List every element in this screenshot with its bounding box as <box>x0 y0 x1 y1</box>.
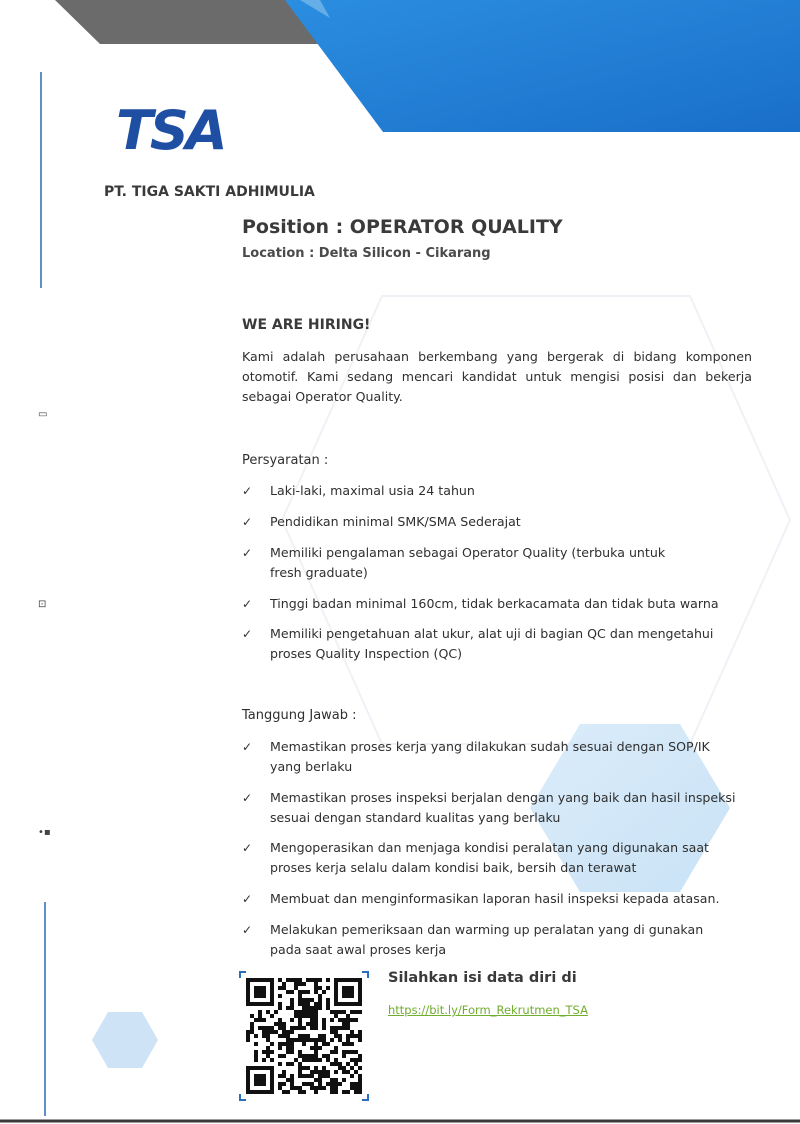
check-icon: ✓ <box>242 515 253 529</box>
requirements-heading: Persyaratan : <box>242 453 329 468</box>
cta-text: Silahkan isi data diri di <box>388 970 577 986</box>
check-icon: ✓ <box>242 740 253 754</box>
check-icon: ✓ <box>242 627 253 641</box>
qr-code-icon[interactable] <box>238 970 370 1102</box>
banner-blue-shape <box>285 0 800 132</box>
responsibilities-heading: Tanggung Jawab : <box>242 708 357 723</box>
form-link[interactable]: https://bit.ly/Form_Rekrutmen_TSA <box>388 1003 588 1017</box>
decorative-hexagon-small <box>92 1012 158 1068</box>
check-icon: ✓ <box>242 841 253 855</box>
company-logo: TSA <box>116 99 225 162</box>
check-icon: ✓ <box>242 546 253 560</box>
check-icon: ✓ <box>242 597 253 611</box>
intro-paragraph: Kami adalah perusahaan berkembang yang bergerak di bidang komponen otomotif. Kami sedang mencari kandidat untuk mengisi posisi dan bekerja sebagai Operator Quality. <box>242 349 752 404</box>
banner-gray-stripe <box>55 0 330 44</box>
hiring-heading: WE ARE HIRING! <box>242 317 371 333</box>
check-icon: ✓ <box>242 892 253 906</box>
position-title: Position : OPERATOR QUALITY <box>242 216 563 238</box>
check-icon: ✓ <box>242 923 253 937</box>
check-icon: ✓ <box>242 791 253 805</box>
dot-icon: •▪ <box>38 827 51 838</box>
location-text: Location : Delta Silicon - Cikarang <box>242 246 491 261</box>
company-name: PT. TIGA SAKTI ADHIMULIA <box>104 184 315 200</box>
square-icon: ▭ <box>38 409 48 420</box>
check-icon: ✓ <box>242 484 253 498</box>
bracket-icon: ⊡ <box>38 599 47 610</box>
